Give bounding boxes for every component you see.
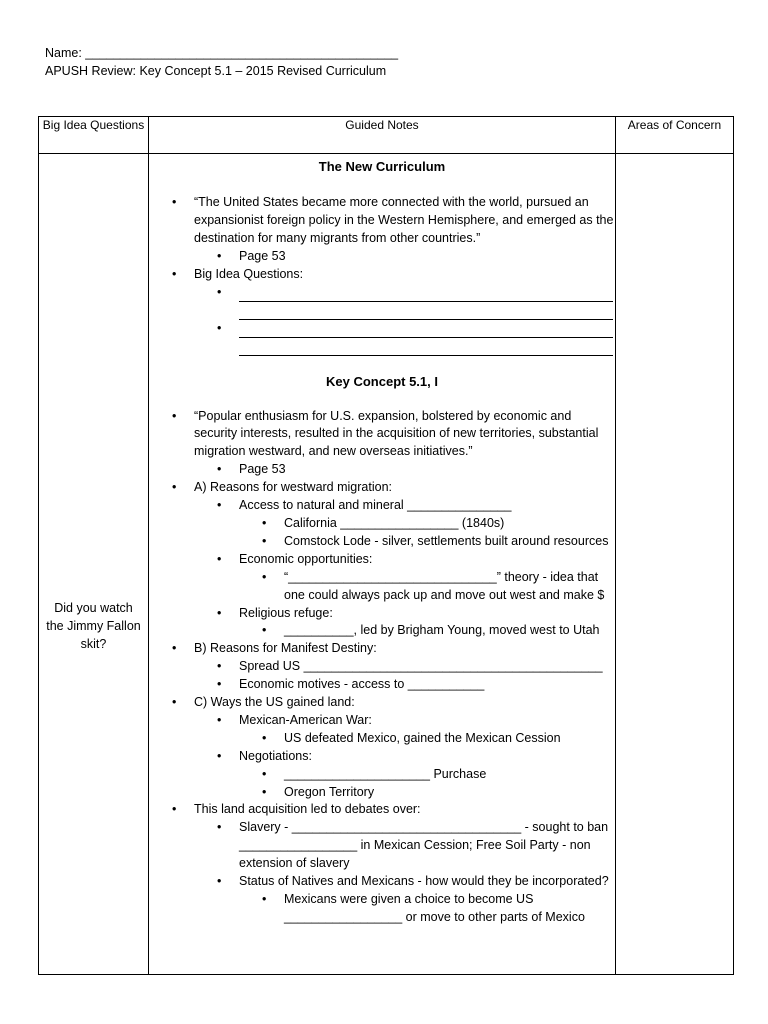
col-header-big-idea: Big Idea Questions [39,117,149,154]
guided-notes-cell [149,154,616,975]
list-item: • “The United States became more connected with the world, pursued an expansionist foreign policy in the Western Hemisphere, and emerged as the destination for many migrants from other countries.” [194,194,615,248]
list-item: • Access to natural and mineral _______________ • California _________________ (1840s) • Comstock Lode - silver, settlements built around resources [239,497,615,551]
list-item: • “Popular enthusiasm for U.S. expansion, bolstered by economic and security interests, resulted in the acquisition of new territories, substantial migration westward, and new overseas initiatives.” [194,408,615,462]
list-item: • This land acquisition led to debates over: • Slavery - _________________________________ - sought to ban _________________ in Mexican Cession; Free Soil Party - non extension of slavery • Status of Natives and Mexicans - how would they be incorporated? • Mexicans were given a choice to become US _________________ or move to other parts of Mexico [194,801,615,926]
answer-blank[interactable] [239,320,615,356]
list-item: • B) Reasons for Manifest Destiny: • Spread US ___________________________________________ • Economic motives - access to ___________ [194,640,615,694]
document-title: APUSH Review: Key Concept 5.1 – 2015 Revised Curriculum [45,64,387,78]
list-item: • Status of Natives and Mexicans - how would they be incorporated? • Mexicans were given a choice to become US _________________ or move to other parts of Mexico [239,873,615,927]
list-item: • “______________________________” theory - idea that one could always pack up and move out west and make $ [284,569,615,605]
list-item: • Spread US ___________________________________________ [239,658,615,676]
list-item: • Mexicans were given a choice to become US _________________ or move to other parts of Mexico [284,891,615,927]
list-item: • US defeated Mexico, gained the Mexican Cession [284,730,615,748]
list-item: • Page 53 [239,248,615,266]
section-heading-key-concept: Key Concept 5.1, I [326,373,438,389]
list-item: • __________, led by Brigham Young, moved west to Utah [284,622,615,640]
list-item: • Oregon Territory [284,784,615,802]
list-item: • Page 53 [239,461,615,479]
col-header-areas-of-concern: Areas of Concern [616,117,734,154]
name-line: Name: _____________________________________________ [45,46,399,60]
list-item: • Economic motives - access to ___________ [239,676,615,694]
list-item: • Comstock Lode - silver, settlements built around resources [284,533,615,551]
areas-of-concern-cell[interactable] [616,154,734,975]
list-item: • Big Idea Questions: • • [194,266,615,356]
list-item: • Economic opportunities: • “______________________________” theory - idea that one could always pack up and move out west and make $ [239,551,615,605]
list-item: • A) Reasons for westward migration: • Access to natural and mineral _______________ • California _________________ (1840s) • Comstock Lode - silver, settlements built around resources • Economic opportunities: • “______________________________” theory - idea that one could always pack up and move out west and make $ • Religious refuge: • __________, led by Brigham Young, moved west to Utah [194,479,615,640]
list-item: • _____________________ Purchase [284,766,615,784]
guided-notes-table [38,116,734,975]
list-item: • C) Ways the US gained land: • Mexican-American War: • US defeated Mexico, gained the Mexican Cession • Negotiations: • _____________________ Purchase • Oregon Territory [194,694,615,801]
section-heading-new-curriculum: The New Curriculum [318,159,446,174]
list-item: • California _________________ (1840s) [284,515,615,533]
answer-blank[interactable] [239,284,615,320]
list-item-nested [194,461,615,479]
list-item-nested [194,248,615,266]
big-idea-cell [39,154,149,975]
big-idea-question: Did you watch the Jimmy Fallon skit? [46,601,141,651]
col-header-guided-notes: Guided Notes [149,117,616,154]
list-item: • Religious refuge: • __________, led by Brigham Young, moved west to Utah [239,605,615,641]
list-item: • Mexican-American War: • US defeated Mexico, gained the Mexican Cession [239,712,615,748]
list-item: • Slavery - _________________________________ - sought to ban _________________ in Mexican Cession; Free Soil Party - non extension of slavery [239,819,615,873]
list-item: • Negotiations: • _____________________ Purchase • Oregon Territory [239,748,615,802]
